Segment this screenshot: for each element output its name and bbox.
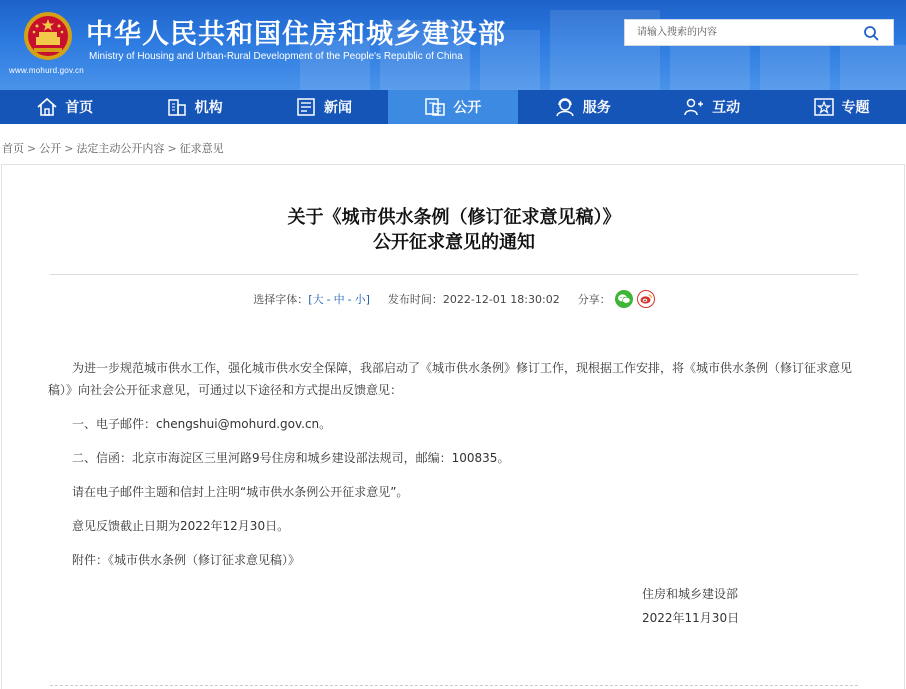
nav-item-home[interactable]: [0, 90, 129, 124]
nav-item-interact[interactable]: [647, 90, 776, 124]
article-meta: [2, 290, 906, 308]
publish-time: 2022-12-01 18:30:02: [442, 292, 560, 306]
paragraph-letter: 二、信函：北京市海淀区三里河路9号住房和城乡建设部法规司，邮编：100835。: [72, 451, 510, 465]
site-url: www.mohurd.gov.cn: [9, 66, 84, 75]
open-doc-icon: [424, 97, 446, 117]
nav-label: 机构: [194, 100, 223, 116]
font-select-label: 选择字体：: [253, 293, 309, 306]
star-icon: [813, 97, 835, 117]
breadcrumb-separator: >: [64, 142, 74, 155]
breadcrumb-home[interactable]: 首页: [2, 142, 24, 155]
breadcrumb: [2, 140, 224, 156]
nav-label: 首页: [65, 100, 94, 116]
paragraph-note: 请在电子邮件主题和信封上注明“城市供水条例公开征求意见”。: [72, 485, 409, 499]
font-bracket-open: [: [308, 293, 313, 306]
nav-item-open[interactable]: [388, 90, 517, 124]
weibo-icon: [639, 293, 653, 305]
interact-icon: [683, 97, 705, 117]
site-subtitle: Ministry of Housing and Urban-Rural Development of the People's Republic of China: [89, 51, 463, 62]
news-icon: [295, 97, 317, 117]
signature-org: 住房和城乡建设部: [642, 587, 739, 601]
nav-label: 公开: [453, 100, 482, 116]
font-dash: -: [326, 293, 331, 306]
national-emblem-icon: [22, 10, 74, 62]
building-icon: [166, 97, 188, 117]
skyline-building: [840, 45, 906, 90]
breadcrumb-open[interactable]: 公开: [39, 142, 62, 155]
title-divider: [50, 274, 858, 275]
article-title-line2: 公开征求意见的通知: [373, 232, 535, 253]
paragraph-intro-line2: 稿）》向社会公开征求意见，可通过以下途径和方式提出反馈意见：: [48, 383, 403, 397]
search-icon: [863, 25, 879, 41]
site-header: [0, 0, 906, 90]
publish-label: 发布时间：: [387, 293, 443, 306]
search-input[interactable]: [625, 20, 849, 45]
share-label: 分享：: [577, 293, 611, 306]
paragraph-attachment: 附件：《城市供水条例（修订征求意见稿）》: [72, 553, 301, 567]
breadcrumb-statutory[interactable]: 法定主动公开内容: [76, 142, 165, 155]
breadcrumb-consultation[interactable]: 征求意见: [179, 142, 224, 155]
home-icon: [36, 97, 58, 117]
nav-item-topics[interactable]: [776, 90, 905, 124]
paragraph-deadline: 意见反馈截止日期为2022年12月30日。: [72, 519, 290, 533]
paragraph-intro-line1: 为进一步规范城市供水工作，强化城市供水安全保障，我部启动了《城市供水条例》修订工作，现根据工作安排，将《城市供水条例（修订征求意见: [72, 361, 853, 375]
wechat-icon: [617, 293, 631, 305]
font-dash: -: [347, 293, 352, 306]
main-nav: [0, 90, 906, 124]
breadcrumb-separator: >: [27, 142, 37, 155]
article-panel: [1, 164, 905, 689]
paragraph-email: 一、电子邮件：chengshui@mohurd.gov.cn。: [72, 417, 332, 431]
search-button[interactable]: [849, 20, 893, 45]
nav-item-news[interactable]: [259, 90, 388, 124]
nav-item-service[interactable]: [518, 90, 647, 124]
article-title-line1: 关于《城市供水条例（修订征求意见稿）》: [287, 207, 621, 228]
wechat-share-icon[interactable]: [615, 290, 633, 308]
font-large-link[interactable]: 大: [312, 293, 324, 306]
nav-label: 互动: [712, 100, 741, 116]
site-title: 中华人民共和国住房和城乡建设部: [86, 19, 506, 50]
font-size-selector: [253, 291, 370, 307]
search-box: [624, 19, 894, 46]
nav-label: 新闻: [323, 100, 352, 116]
service-icon: [554, 97, 576, 117]
font-small-link[interactable]: 小: [354, 293, 366, 306]
weibo-share-icon[interactable]: [637, 290, 655, 308]
signature-date: 2022年11月30日: [642, 611, 740, 625]
nav-label: 服务: [582, 100, 611, 116]
font-medium-link[interactable]: 中: [333, 293, 345, 306]
nav-item-organization[interactable]: [129, 90, 258, 124]
breadcrumb-separator: >: [167, 142, 177, 155]
font-bracket-close: ]: [365, 293, 370, 306]
bottom-divider: [50, 685, 858, 686]
nav-label: 专题: [841, 100, 870, 116]
